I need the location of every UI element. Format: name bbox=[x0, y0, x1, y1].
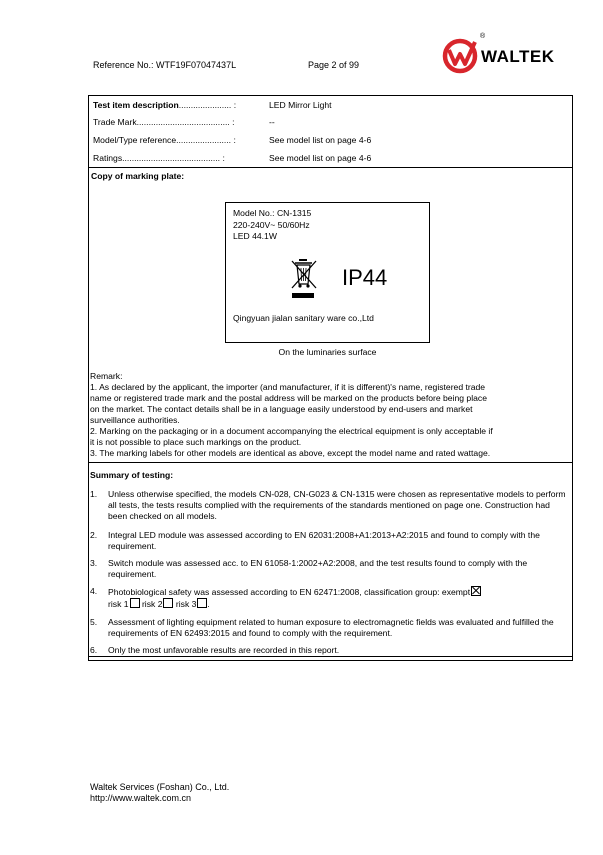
remark-line: surveillance authorities. bbox=[90, 415, 180, 425]
colon: : bbox=[232, 117, 235, 127]
item-text: Integral LED module was assessed according to EN 62031:2008+A1:2013+A2:2015 and found to comply with the requirement. bbox=[108, 530, 540, 551]
waltek-logo bbox=[441, 34, 571, 76]
item-number: 1. bbox=[90, 489, 98, 499]
plate-manufacturer: Qingyuan jialan sanitary ware co.,Ltd bbox=[233, 313, 374, 323]
plate-voltage: 220-240V~ 50/60Hz bbox=[233, 220, 310, 230]
remark-block bbox=[90, 371, 570, 459]
item-number: 5. bbox=[90, 617, 98, 627]
info-label: Test item description bbox=[93, 100, 179, 110]
item-text: Only the most unfavorable results are recorded in this report. bbox=[108, 645, 340, 655]
remark-line: 3. The marking labels for other models are identical as above, except the model name and rated wattage. bbox=[90, 448, 491, 458]
remark-line: on the market. The contact details shall be in a language easily understood by end-users and market bbox=[90, 404, 473, 414]
logo-text: WALTEK bbox=[481, 47, 555, 66]
item-text-a: Photobiological safety was assessed according to EN 62471:2008, classification group: exempt bbox=[108, 587, 471, 597]
colon: : bbox=[233, 100, 237, 110]
divider bbox=[89, 656, 572, 657]
info-label: Model/Type reference bbox=[93, 135, 177, 145]
reference-number: Reference No.: WTF19F07047437L bbox=[93, 60, 237, 70]
info-value: See model list on page 4-6 bbox=[269, 135, 372, 145]
risk3-checkbox bbox=[197, 598, 210, 609]
item-text bbox=[108, 586, 568, 610]
ip-rating: IP44 bbox=[342, 265, 388, 290]
remark-line: it is not possible to place such markings on the product. bbox=[90, 437, 302, 447]
leader-dots: ......................................... bbox=[122, 153, 221, 163]
remark-line: 1. As declared by the applicant, the importer (and manufacturer, if it is different)'s name, registered trade bbox=[90, 382, 486, 392]
divider bbox=[89, 462, 572, 463]
colon: : bbox=[222, 153, 225, 163]
summary-title: Summary of testing: bbox=[90, 470, 174, 480]
marking-title bbox=[91, 171, 184, 181]
item-number: 3. bbox=[90, 558, 98, 568]
remark-line: 2. Marking on the packaging or in a document accompanying the electrical equipment is only acceptable if bbox=[90, 426, 493, 436]
registered-mark: ® bbox=[480, 33, 486, 40]
item-number: 2. bbox=[90, 530, 98, 540]
colon: : bbox=[233, 135, 236, 145]
risk1-label: risk 1 bbox=[108, 599, 129, 609]
info-value: -- bbox=[269, 117, 275, 127]
footer-url[interactable]: http://www.waltek.com.cn bbox=[90, 793, 192, 803]
item-end: . bbox=[207, 599, 210, 609]
plate-model: Model No.: CN-1315 bbox=[233, 208, 312, 218]
footer-company: Waltek Services (Foshan) Co., Ltd. bbox=[90, 782, 230, 792]
leader-dots: ....................................... bbox=[136, 117, 230, 127]
info-value: LED Mirror Light bbox=[269, 100, 332, 110]
page-number: Page 2 of 99 bbox=[308, 60, 360, 70]
risk2-checkbox bbox=[163, 598, 173, 608]
plate-power: LED 44.1W bbox=[233, 231, 277, 241]
leader-dots: ...................... bbox=[178, 100, 232, 110]
item-text: Unless otherwise specified, the models CN-028, CN-G023 & CN-1315 were chosen as representative models to perform all tests, the tests results complied with the requirements of the standards mentioned on page one. Construction had been checked on all models. bbox=[108, 489, 566, 521]
info-label: Trade Mark bbox=[93, 117, 137, 127]
item-text: Assessment of lighting equipment related to human exposure to electromagnetic fields was evaluated and fulfilled the requirements of EN 62493:2015 and found to comply with the requirement. bbox=[108, 617, 554, 638]
waltek-logo-icon bbox=[441, 34, 481, 76]
remark-title: Remark: bbox=[90, 371, 123, 381]
info-label: Ratings bbox=[93, 153, 123, 163]
remark-line: name or registered trade mark and the postal address will be marked on the products before being place bbox=[90, 393, 487, 403]
marking-title-text: Copy of marking plate: bbox=[91, 171, 185, 181]
marking-plate bbox=[225, 202, 430, 343]
risk3-label: risk 3 bbox=[175, 599, 197, 609]
risk1-checkbox bbox=[130, 598, 140, 608]
plate-caption: On the luminaries surface bbox=[278, 347, 377, 357]
item-text: Switch module was assessed acc. to EN 61058-1:2002+A2:2008, and the test results found to comply with the requirement. bbox=[108, 558, 528, 579]
divider bbox=[89, 167, 572, 168]
info-value: See model list on page 4-6 bbox=[269, 153, 372, 163]
exempt-checkbox bbox=[471, 586, 481, 596]
weee-bin-icon bbox=[289, 258, 319, 300]
item-number: 6. bbox=[90, 645, 98, 655]
footer bbox=[90, 782, 229, 804]
leader-dots: ....................... bbox=[176, 135, 232, 145]
item-number: 4. bbox=[90, 586, 98, 596]
risk2-label: risk 2 bbox=[141, 599, 163, 609]
